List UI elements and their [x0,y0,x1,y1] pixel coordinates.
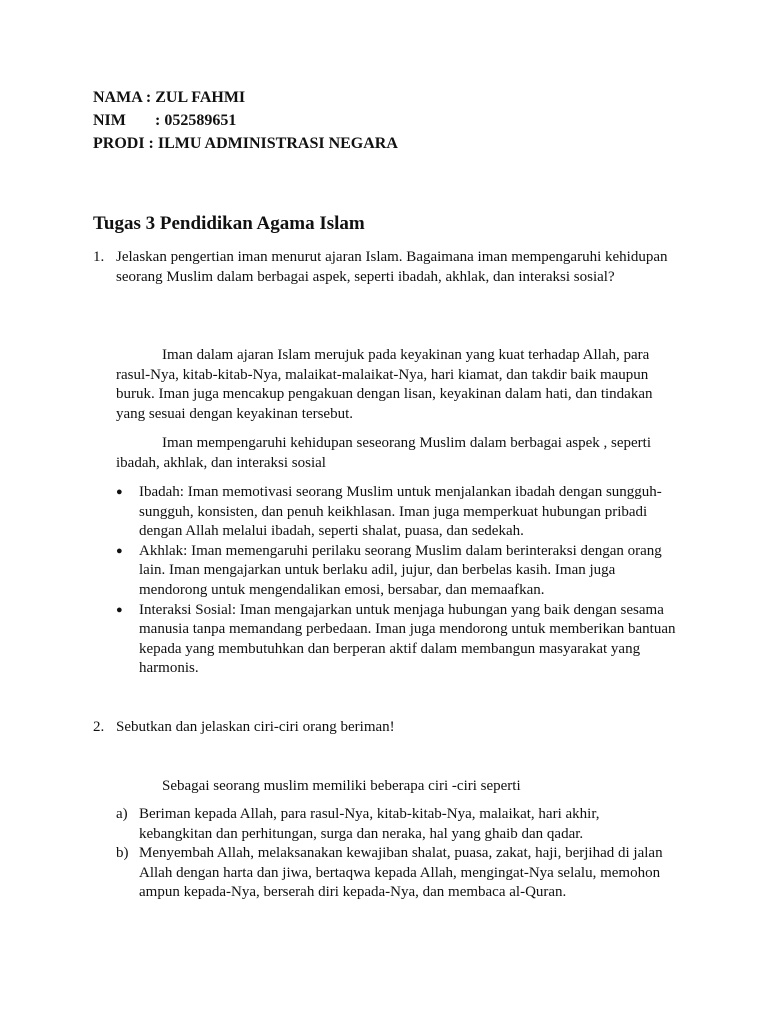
name-line [93,86,398,109]
bullet-icon: ● [116,486,123,498]
list-marker: b) [116,845,129,862]
bullet-text: Akhlak: Iman memengaruhi perilaku seorang Muslim dalam berinteraksi dengan orang lain. Iman mengajarkan untuk berlaku adil, jujur, dan berbelas kasih. Iman juga mendorong untuk mengendalikan emosi, bersabar, dan memaafkan. [139,542,662,598]
list-item [116,601,676,679]
list-item [116,844,676,903]
nim-value: : 052589651 [155,112,237,129]
document-title: Tugas 3 Pendidikan Agama Islam [93,213,365,234]
student-info [93,86,398,155]
answer-2-list [116,805,676,903]
nim-line [93,109,398,132]
question-1 [93,248,673,287]
prodi-line [93,132,398,155]
bullet-icon: ● [116,603,123,616]
bullet-text: Ibadah: Iman memotivasi seorang Muslim untuk menjalankan ibadah dengan sungguh-sungguh, konsisten, dan penuh keikhlasan. Iman juga memperkuat hubungan pribadi dengan Allah melalui ibadah, seperti shalat, puasa, dan sedekah. [139,484,662,540]
answer-1-paragraph-1: Iman dalam ajaran Islam merujuk pada keyakinan yang kuat terhadap Allah, para rasul-Nya, kitab-kitab-Nya, malaikat-malaikat-Nya, hari kiamat, dan takdir baik maupun buruk. Iman juga mencakup pengakuan dengan lisan, keyakinan dalam hati, dan tindakan yang sesuai dengan keyakinan tersebut. [116,347,653,422]
list-item-text: Menyembah Allah, melaksanakan kewajiban shalat, puasa, zakat, haji, berjihad di jalan Allah dengan harta dan jiwa, bertaqwa kepada Allah, mengingat-Nya selalu, memohon ampun kepada-Nya, berserah diri kepada-Nya, dan membaca al-Quran. [139,845,663,901]
list-item [116,483,676,542]
question-2-text: Sebutkan dan jelaskan ciri-ciri orang beriman! [116,719,395,735]
answer-1-paragraph-2: Iman mempengaruhi kehidupan seseorang Muslim dalam berbagai aspek , seperti ibadah, akhlak, dan interaksi sosial [116,435,652,471]
list-item [116,805,676,844]
prodi-label: PRODI : ILMU ADMINISTRASI NEGARA [93,135,398,152]
answer-2-intro: Sebagai seorang muslim memiliki beberapa ciri -ciri seperti [162,778,521,794]
list-marker: a) [116,806,128,822]
bullet-text: Interaksi Sosial: Iman mengajarkan untuk menjaga hubungan yang baik dengan sesama manusia tanpa memandang perbedaan. Iman juga mendorong untuk memberikan bantuan kepada yang membutuhkan dan berperan aktif dalam membangun masyarakat yang harmonis. [139,601,676,677]
bullet-icon: ● [116,544,123,557]
list-item [116,542,676,601]
nim-label: NIM [93,112,126,129]
question-2-number: 2. [93,719,105,735]
question-1-text: Jelaskan pengertian iman menurut ajaran Islam. Bagaimana iman mempengaruhi kehidupan seorang Muslim dalam berbagai aspek, seperti ibadah, akhlak, dan interaksi sosial? [116,249,668,285]
list-item-text: Beriman kepada Allah, para rasul-Nya, kitab-kitab-Nya, malaikat, hari akhir, kebangkitan dan perhitungan, surga dan neraka, hal yang ghaib dan qadar. [139,806,600,842]
question-1-number: 1. [93,249,105,265]
question-2 [93,718,673,738]
answer-1-bullet-list [116,483,676,679]
name-label: NAMA : ZUL FAHMI [93,89,246,106]
